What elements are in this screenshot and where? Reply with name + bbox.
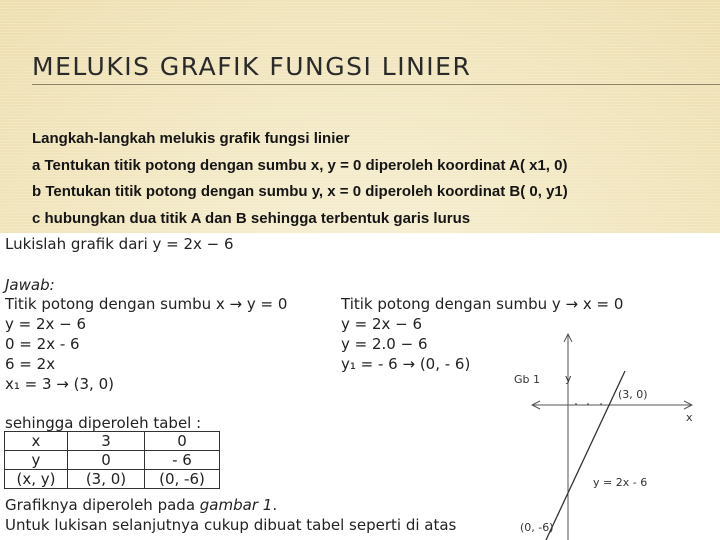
steps-heading: Langkah-langkah melukis grafik fungsi linier	[32, 130, 350, 147]
footer-suffix: .	[272, 496, 278, 514]
line-graph	[500, 328, 710, 540]
value-table	[4, 431, 220, 489]
table-row	[5, 470, 220, 489]
point-b-label: (0, -6)	[520, 521, 554, 534]
point-a-label: (3, 0)	[618, 388, 648, 401]
example-question: Lukislah grafik dari y = 2x − 6	[5, 235, 234, 253]
steps-list	[32, 126, 568, 232]
footer-line-2: Untuk lukisan selanjutnya cukup dibuat tabel seperti di atas	[5, 516, 457, 534]
table-row	[5, 451, 220, 470]
example-panel	[0, 233, 720, 540]
step-b: b Tentukan titik potong dengan sumbu y, x = 0 diperoleh koordinat B( 0, y1)	[32, 183, 568, 200]
right-step-line: y = 2.0 − 6	[341, 335, 428, 353]
y-axis-label: y	[565, 372, 572, 385]
function-line	[546, 371, 625, 540]
table-cell: x	[5, 432, 68, 451]
footer-figure-ref: gambar 1	[199, 496, 273, 514]
table-cell: (x, y)	[5, 470, 68, 489]
table-cell: - 6	[145, 451, 220, 470]
table-row	[5, 432, 220, 451]
x-tick	[587, 403, 589, 405]
table-cell: 0	[68, 451, 145, 470]
answer-label: Jawab:	[5, 276, 55, 294]
step-a: a Tentukan titik potong dengan sumbu x, y = 0 diperoleh koordinat A( x1, 0)	[32, 156, 568, 174]
x-tick	[575, 403, 577, 405]
step-c: c hubungkan dua titik A dan B sehingga terbentuk garis lurus	[32, 209, 471, 227]
slide-title: MELUKIS GRAFIK FUNGSI LINIER	[32, 52, 472, 81]
left-step-line: 0 = 2x - 6	[5, 335, 80, 353]
footer-prefix: Grafiknya diperoleh pada	[5, 496, 200, 514]
table-cell: 3	[68, 432, 145, 451]
left-step-line: y = 2x − 6	[5, 315, 87, 333]
footer-line-1	[5, 495, 277, 515]
right-step-line: y₁ = - 6 → (0, - 6)	[341, 355, 471, 373]
x-tick	[600, 403, 602, 405]
table-cell: (3, 0)	[68, 470, 145, 489]
table-cell: (0, -6)	[145, 470, 220, 489]
right-step-line: y = 2x − 6	[341, 315, 423, 333]
left-step-line: Titik potong dengan sumbu x → y = 0	[5, 295, 288, 313]
table-cell: y	[5, 451, 68, 470]
title-underline	[32, 84, 720, 85]
right-step-line: Titik potong dengan sumbu y → x = 0	[341, 295, 624, 313]
x-axis-label: x	[686, 411, 693, 424]
table-intro: sehingga diperoleh tabel :	[5, 414, 202, 432]
line-equation-label: y = 2x - 6	[593, 476, 648, 489]
table-cell: 0	[145, 432, 220, 451]
left-step-line: 6 = 2x	[5, 355, 56, 373]
left-step-line: x₁ = 3 → (3, 0)	[5, 375, 114, 393]
graph-figure-label: Gb 1	[514, 373, 541, 386]
